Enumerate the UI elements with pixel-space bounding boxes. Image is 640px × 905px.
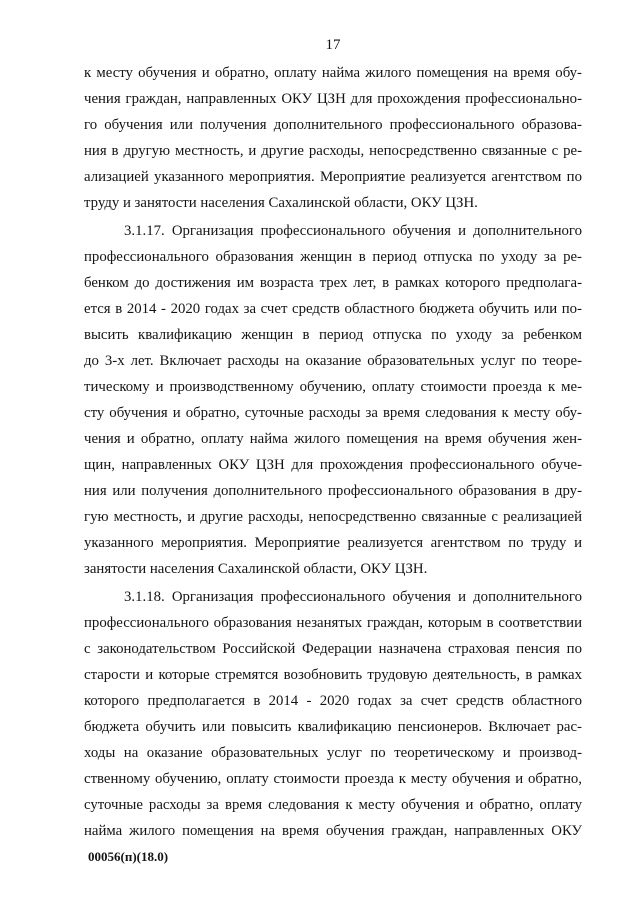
text-line: суточные расходы за время следования к месту обучения и обратно, оплату xyxy=(84,797,582,813)
text-line: с законодательством Российской Федерации назначена страховая пенсия по xyxy=(84,641,582,657)
text-line: го обучения или получения дополнительного профессионального образова- xyxy=(84,117,582,133)
text-line: высить квалификацию женщин в период отпуска по уходу за ребенком xyxy=(84,327,582,343)
text-line: чения и обратно, оплату найма жилого помещения на время обучения жен- xyxy=(84,431,582,447)
text-line: ственному обучению, оплату стоимости проезда к месту обучения и обратно, xyxy=(84,771,582,787)
text-line: сту обучения и обратно, суточные расходы за время следования к месту обу- xyxy=(84,405,582,421)
text-line: занятости населения Сахалинской области, ОКУ ЦЗН. xyxy=(84,561,428,577)
paragraph-3-1-17 xyxy=(84,218,582,582)
paragraph-continuation xyxy=(84,60,582,216)
paragraph-heading-line: 3.1.17. Организация профессионального обучения и дополнительного xyxy=(124,223,582,239)
text-line: к месту обучения и обратно, оплату найма жилого помещения на время обу- xyxy=(84,65,582,81)
text-line: бенком до достижения им возраста трех лет, в рамках которого предполага- xyxy=(84,275,582,291)
text-line: бюджета обучить или повысить квалификацию пенсионеров. Включает рас- xyxy=(84,719,582,735)
document-body xyxy=(84,60,582,844)
text-line: указанного мероприятия. Мероприятие реализуется агентством по труду и xyxy=(84,535,582,551)
text-line: найма жилого помещения на время обучения граждан, направленных ОКУ xyxy=(84,823,582,839)
text-line: гую местность, и другие расходы, непосредственно связанные с реализацией xyxy=(84,509,582,525)
paragraph-heading-line: 3.1.18. Организация профессионального обучения и дополнительного xyxy=(124,589,582,605)
text-line: чения граждан, направленных ОКУ ЦЗН для прохождения профессионально- xyxy=(84,91,582,107)
text-line: которого предполагается в 2014 - 2020 годах за счет средств областного xyxy=(84,693,582,709)
text-line: ется в 2014 - 2020 годах за счет средств областного бюджета обучить или по- xyxy=(84,301,582,317)
text-line: до 3-х лет. Включает расходы на оказание образовательных услуг по теоре- xyxy=(84,353,582,369)
text-line: ализацией указанного мероприятия. Мероприятие реализуется агентством по xyxy=(84,169,582,185)
text-line: старости и которые стремятся возобновить трудовую деятельность, в рамках xyxy=(84,667,582,683)
text-line: ходы на оказание образовательных услуг по теоретическому и производ- xyxy=(84,745,582,761)
text-line: ния или получения дополнительного профессионального образования в дру- xyxy=(84,483,582,499)
page-number: 17 xyxy=(325,37,341,53)
text-line: ния в другую местность, и другие расходы, непосредственно связанные с ре- xyxy=(84,143,582,159)
text-line: профессионального образования незанятых граждан, которым в соответствии xyxy=(84,615,582,631)
text-line: щин, направленных ОКУ ЦЗН для прохождения профессионального обуче- xyxy=(84,457,582,473)
text-line: тическому и производственному обучению, оплату стоимости проезда к ме- xyxy=(84,379,582,395)
text-line: профессионального образования женщин в период отпуска по уходу за ре- xyxy=(84,249,582,265)
paragraph-3-1-18 xyxy=(84,584,582,844)
document-code-footer: 00056(п)(18.0) xyxy=(88,849,169,864)
text-line: труду и занятости населения Сахалинской области, ОКУ ЦЗН. xyxy=(84,195,478,211)
